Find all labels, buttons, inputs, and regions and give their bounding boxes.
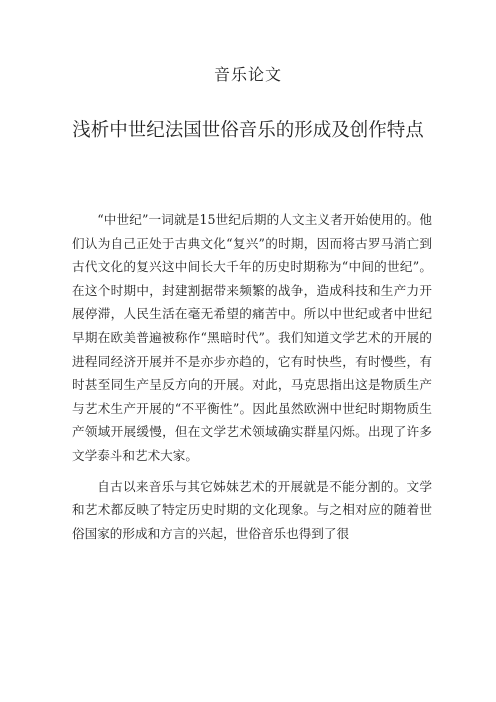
document-body: [72, 208, 432, 545]
document-label: 音乐论文: [213, 65, 282, 84]
document-title: 浅析中世纪法国世俗音乐的形成及创作特点: [72, 120, 424, 141]
body-paragraph: “中世纪”一词就是15世纪后期的人文主义者开始使用的。他们认为自己正处于古典文化“复兴”的时期，因而将古罗马消亡到古代文化的复兴这中间长大千年的历史时期称为“中间的世纪”。在这个时期中，封建割据带来频繁的战争，造成科技和生产力开展停滞，人民生活在毫无希望的痛苦中。所以中世纪或者中世纪早期在欧美普遍被称作“黑暗时代”。我们知道文学艺术的开展的进程同经济开展并不是亦步亦趋的，它有时快些，有时慢些，有时甚至同生产呈反方向的开展。对此，马克思指出这是物质生产与艺术生产开展的“不平衡性”。因此虽然欧洲中世纪时期物质生产领域开展缓慢，但在文学艺术领域确实群星闪烁。出现了许多文学泰斗和艺术大家。: [72, 212, 432, 463]
body-paragraph: 自古以来音乐与其它姊妹艺术的开展就是不能分割的。文学和艺术都反映了特定历史时期的文化现象。与之相对应的随着世俗国家的形成和方言的兴起，世俗音乐也得到了很: [72, 478, 432, 541]
